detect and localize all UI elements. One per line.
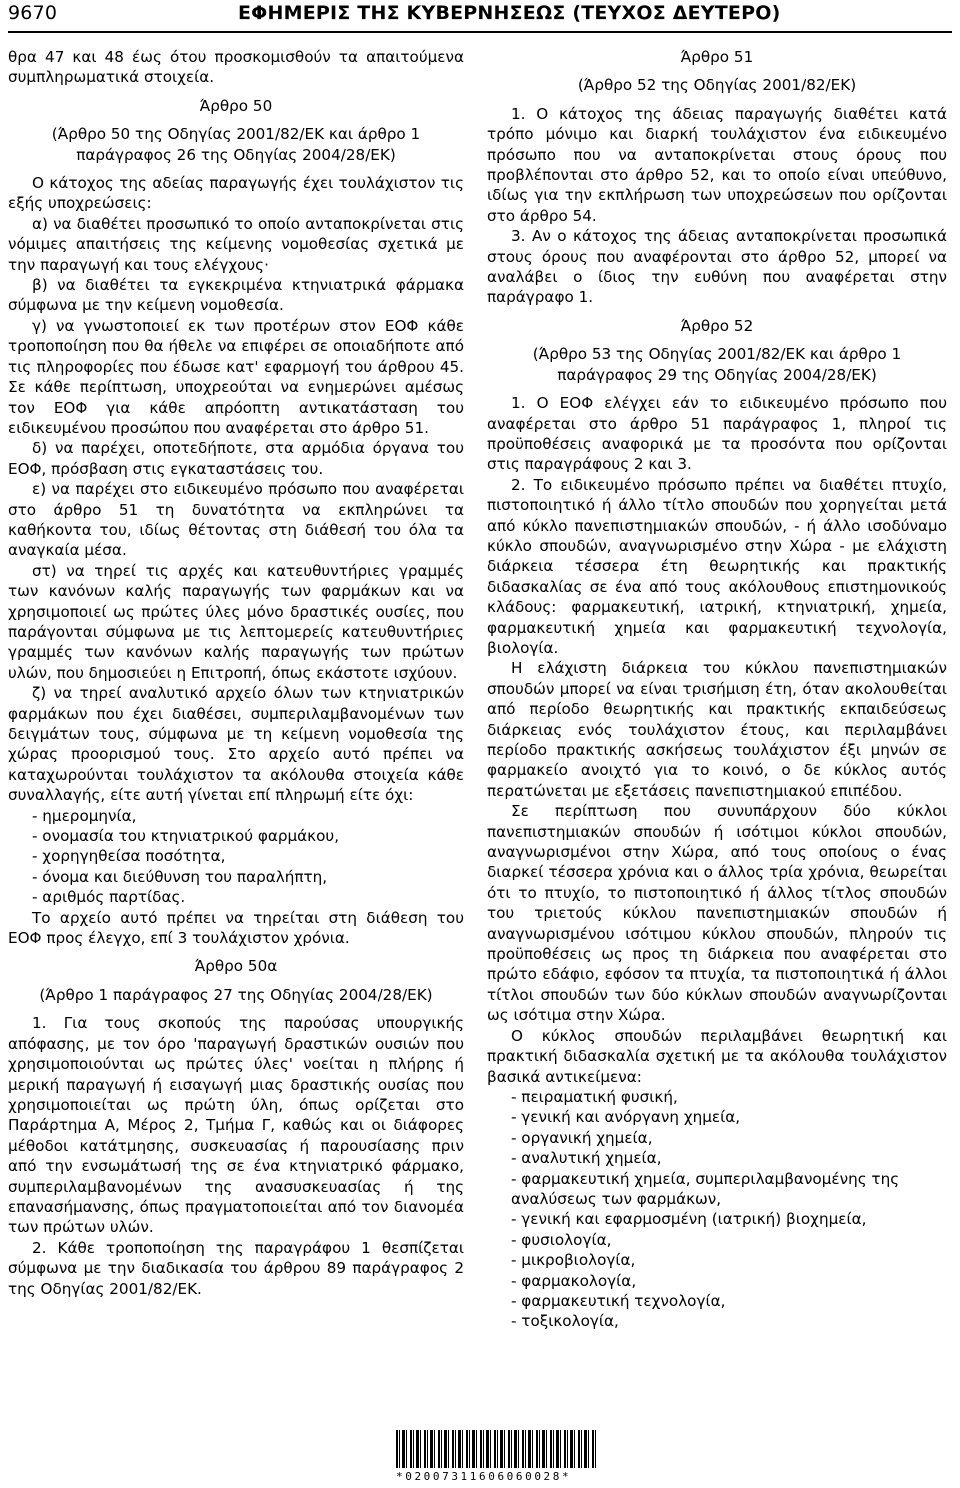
article-50a-para-1: 1. Για τους σκοπούς της παρούσας υπουργικής απόφασης, με τον όρο 'παραγωγή δραστικών ουσιών που χρησιμοποιούνται ως πρώτες ύλες' νοείται η πλήρης ή μερική παραγωγή ή εισαγωγή μιας δραστικής ουσίας που χρησιμοποιείται ως πρώτη ύλη, όπως ορίζεται στο Παράρτημα Α, Μέρος 2, Τμήμα Γ, καθώς και οι διάφορες μέθοδοι κατάτμησης, συσκευασίας ή παρουσίασης πριν από την ενσωμάτωσή της σε ένα κτηνιατρικό φάρμακο, συμπεριλαμβανομένων της ανασυσκευασίας ή της επανασήμανσης, όπως πραγματοποιείται από τον διανομέα των πρώτων υλών. [8,1014,464,1237]
list-item: - αριθμός παρτίδας. [32,888,186,907]
obligation-c: γ) να γνωστοποιεί εκ των προτέρων στον ΕΟΦ κάθε τροποποίηση που θα ήθελε να επιφέρει σε οποιαδήποτε από τις πληροφορίες που έδωσε κατ' εφαρμογή του άρθρου 45. Σε κάθε περίπτωση, υποχρεούται να ενημερώνει αμέσως τον ΕΟΦ για κάθε απρόοπτη αντικατάσταση του ειδικευμένου προσώπου που αναφέρεται στο άρθρο 51. [8,316,464,437]
list-item: - μικροβιολογία, [511,1251,636,1270]
barcode [396,1430,596,1486]
left-column [8,47,464,1299]
obligation-st: στ) να τηρεί τις αρχές και κατευθυντήριες γραμμές των κανόνων καλής παραγωγής των φαρμάκων και να χρησιμοποιεί ως πρώτες ύλες μόνο δραστικές ουσίες, που παράγονται σύμφωνα με τις λεπτομερείς κατευθυντήριες γραμμές των κανόνων καλής παραγωγής των πρώτων υλών, που δημοσιεύει η Επιτροπή, όπως εκάστοτε ισχύουν. [8,561,464,682]
list-item: - αναλυτική χημεία, [511,1149,662,1168]
obligation-a: α) να διαθέτει προσωπικό το οποίο ανταποκρίνεται στις νόμιμες απαιτήσεις της κείμενης νομοθεσίας σχετικά με την παραγωγή και τους ελέγχους· [8,214,464,274]
list-item: - γενική και ανόργανη χημεία, [511,1108,741,1127]
list-item: - φαρμακευτική χημεία, συμπεριλαμβανομένης της αναλύσεως των φαρμάκων, [511,1169,900,1208]
article-52-para-1: 1. Ο ΕΟΦ ελέγχει εάν το ειδικευμένο πρόσωπο που αναφέρεται στο άρθρο 51 παράγραφος 1, πληροί τις προϋποθέσεις αναφορικά με τα προσόντα που ορίζονται στις παραγράφους 2 και 3. [487,394,947,474]
paragraph-continuation: θρα 47 και 48 έως ότου προσκομισθούν τα απαιτούμενα συμπληρωματικά στοιχεία. [8,48,464,87]
right-column [487,47,947,1332]
obligation-d: δ) να παρέχει, οποτεδήποτε, στα αρμόδια όργανα του ΕΟΦ, πρόσβαση στις εγκαταστάσεις του. [8,439,464,478]
list-item: - φυσιολογία, [511,1230,612,1249]
list-item: - πειραματική φυσική, [511,1087,678,1106]
article-51-reference: (Άρθρο 52 της Οδηγίας 2001/82/ΕΚ) [577,76,857,95]
list-item: - τοξικολογία, [511,1312,619,1331]
barcode-bars [396,1430,596,1468]
article-52-two-cycles: Σε περίπτωση που συνυπάρχουν δύο κύκλοι πανεπιστημιακών σπουδών ή ισότιμοι κύκλοι σπουδών, αναγνωρισμένοι στην Χώρα, από τους οποίους ο ένας διαρκεί τέσσερα χρόνια και ο άλλος τρία χρόνια, θεωρείται ότι το πτυχίο, το πιστοποιητικό ή άλλος τίτλος σπουδών του τριετούς κύκλου πανεπιστημιακών σπουδών ή αναγνωρισμένου ισότιμου κύκλου σπουδών, πληρούν τις προϋποθέσεις ως προς τη διάρκεια που αναφέρεται στο πρώτο εδάφιο, εφόσον τα πτυχία, τα πιστοποιητικά ή άλλοι τίτλοι σπουδών των δύο κύκλων σπουδών αναγνωρίζονται ως ισότιμα στην Χώρα. [487,802,947,1025]
barcode-digits: *02007311606060028* [396,1470,572,1483]
page-header [8,2,952,28]
article-52-para-2: 2. Το ειδικευμένο πρόσωπο πρέπει να διαθέτει πτυχίο, πιστοποιητικό ή άλλο τίτλο σπουδών που χορηγείται μετά από κύκλο πανεπιστημιακών σπουδών, - ή άλλο ισοδύναμο κύκλο σπουδών, αναγνωρισμένο στην Χώρα - με ελάχιστη διάρκεια τέσσερα έτη θεωρητικής και πρακτικής διδασκαλίας σε ένα από τους ακόλουθους επιστημονικούς κλάδους: φαρμακευτική, ιατρική, κτηνιατρική, χημεία, φαρμακευτική χημεία και φαρμακευτική τεχνολογία, βιολογία. [487,475,947,657]
article-51-para-1: 1. Ο κάτοχος της άδειας παραγωγής διαθέτει κατά τρόπο μόνιμο και διαρκή τουλάχιστον ένα ειδικευμένο πρόσωπο που να ανταποκρίνεται στους όρους που προβλέπονται στο άρθρο 52, και το οποίο είναι υπεύθυνο, ιδίως για την εκπλήρωση των υποχρεώσεων που ορίζονται στο άρθρο 54. [487,104,947,225]
article-52-reference: (Άρθρο 53 της Οδηγίας 2001/82/ΕΚ και άρθρο 1 παράγραφος 29 της Οδηγίας 2004/28/ΕΚ) [532,345,902,384]
article-51-title: Άρθρο 51 [680,48,754,66]
article-50-intro: Ο κάτοχος της αδείας παραγωγής έχει τουλάχιστον τις εξής υποχρεώσεις: [8,174,464,213]
list-item: - φαρμακευτική τεχνολογία, [511,1291,726,1310]
list-item: - γενική και εφαρμοσμένη (ιατρική) βιοχημεία, [511,1210,867,1229]
page-number: 9670 [8,2,58,24]
obligation-e: ε) να παρέχει στο ειδικευμένο πρόσωπο που αναφέρεται στο άρθρο 51 τη δυνατότητα να εκπληρώνει τα καθήκοντα του, ιδίως θέτοντας στη διάθεσή του όλα τα αναγκαία μέσα. [8,480,464,560]
list-item: - φαρμακολογία, [511,1271,637,1290]
obligation-b: β) να διαθέτει τα εγκεκριμένα κτηνιατρικά φάρμακα σύμφωνα με την κείμενη νομοθεσία. [8,276,464,315]
article-50a-reference: (Άρθρο 1 παράγραφος 27 της Οδηγίας 2004/28/ΕΚ) [39,985,433,1004]
article-52-title: Άρθρο 52 [680,316,754,335]
list-item: - ονομασία του κτηνιατρικού φαρμάκου, [32,827,340,846]
obligation-z: ζ) να τηρεί αναλυτικό αρχείο όλων των κτηνιατρικών φαρμάκων που έχει διαθέσει, συμπεριλαμβανομένων των δειγμάτων τους, σύμφωνα με τη κείμενη νομοθεσία της χώρας προορισμού τους. Στο αρχείο αυτό πρέπει να καταχωρούνται τουλάχιστον τα ακόλουθα στοιχεία κάθε συναλλαγής, είτε αυτή γίνεται επί πληρωμή είτε όχι: [8,684,464,805]
article-52-course-content: Ο κύκλος σπουδών περιλαμβάνει θεωρητική και πρακτική διδασκαλία σχετική με τα ακόλουθα τουλάχιστον βασικά αντικείμενα: [487,1026,947,1086]
list-item: - χορηγηθείσα ποσότητα, [32,847,226,866]
article-52-min-duration: Η ελάχιστη διάρκεια του κύκλου πανεπιστημιακών σπουδών μπορεί να είναι τρισήμιση έτη, όταν ακολουθείται από περίοδο θεωρητικής και πρακτικής εκπαιδεύσεως διάρκειας ενός τουλάχιστον έτους, και περιλαμβάνει περίοδο πρακτικής ασκήσεως τουλάχιστον έξι μηνών σε φαρμακείο ανοιχτό για το κοινό, ο δε κύκλος αυτός περατώνεται με εξετάσεις πανεπιστημιακού επιπέδου. [487,659,947,800]
article-50-reference: (Άρθρο 50 της Οδηγίας 2001/82/ΕΚ και άρθρο 1 παράγραφος 26 της Οδηγίας 2004/28/ΕΚ) [51,125,421,164]
list-item: - οργανική χημεία, [511,1128,653,1147]
article-50a-title: Άρθρο 50α [194,957,278,976]
article-50-title: Άρθρο 50 [199,96,273,115]
archive-retention: Το αρχείο αυτό πρέπει να τηρείται στη διάθεση του ΕΟΦ προς έλεγχο, επί 3 τουλάχιστον χρόνια. [8,908,464,948]
header-rule [8,31,952,33]
list-item: - ημερομηνία, [32,806,137,825]
article-51-para-3: 3. Αν ο κάτοχος της άδειας ανταποκρίνεται προσωπικά στους όρους που αναφέρονται στο άρθρο 52, μπορεί να αναλάβει ο ίδιος την ευθύνη που αναφέρεται στην παράγραφο 1. [487,227,947,307]
list-item: - όνομα και διεύθυνση του παραλήπτη, [32,867,328,886]
gazette-title: ΕΦΗΜΕΡΙΣ ΤΗΣ ΚΥΒΕΡΝΗΣΕΩΣ (ΤΕΥΧΟΣ ΔΕΥΤΕΡΟ) [238,2,781,24]
article-50a-para-2: 2. Κάθε τροποποίηση της παραγράφου 1 θεσπίζεται σύμφωνα με την διαδικασία του άρθρου 89 παράγραφος 2 της Οδηγίας 2001/82/ΕΚ. [8,1238,464,1298]
